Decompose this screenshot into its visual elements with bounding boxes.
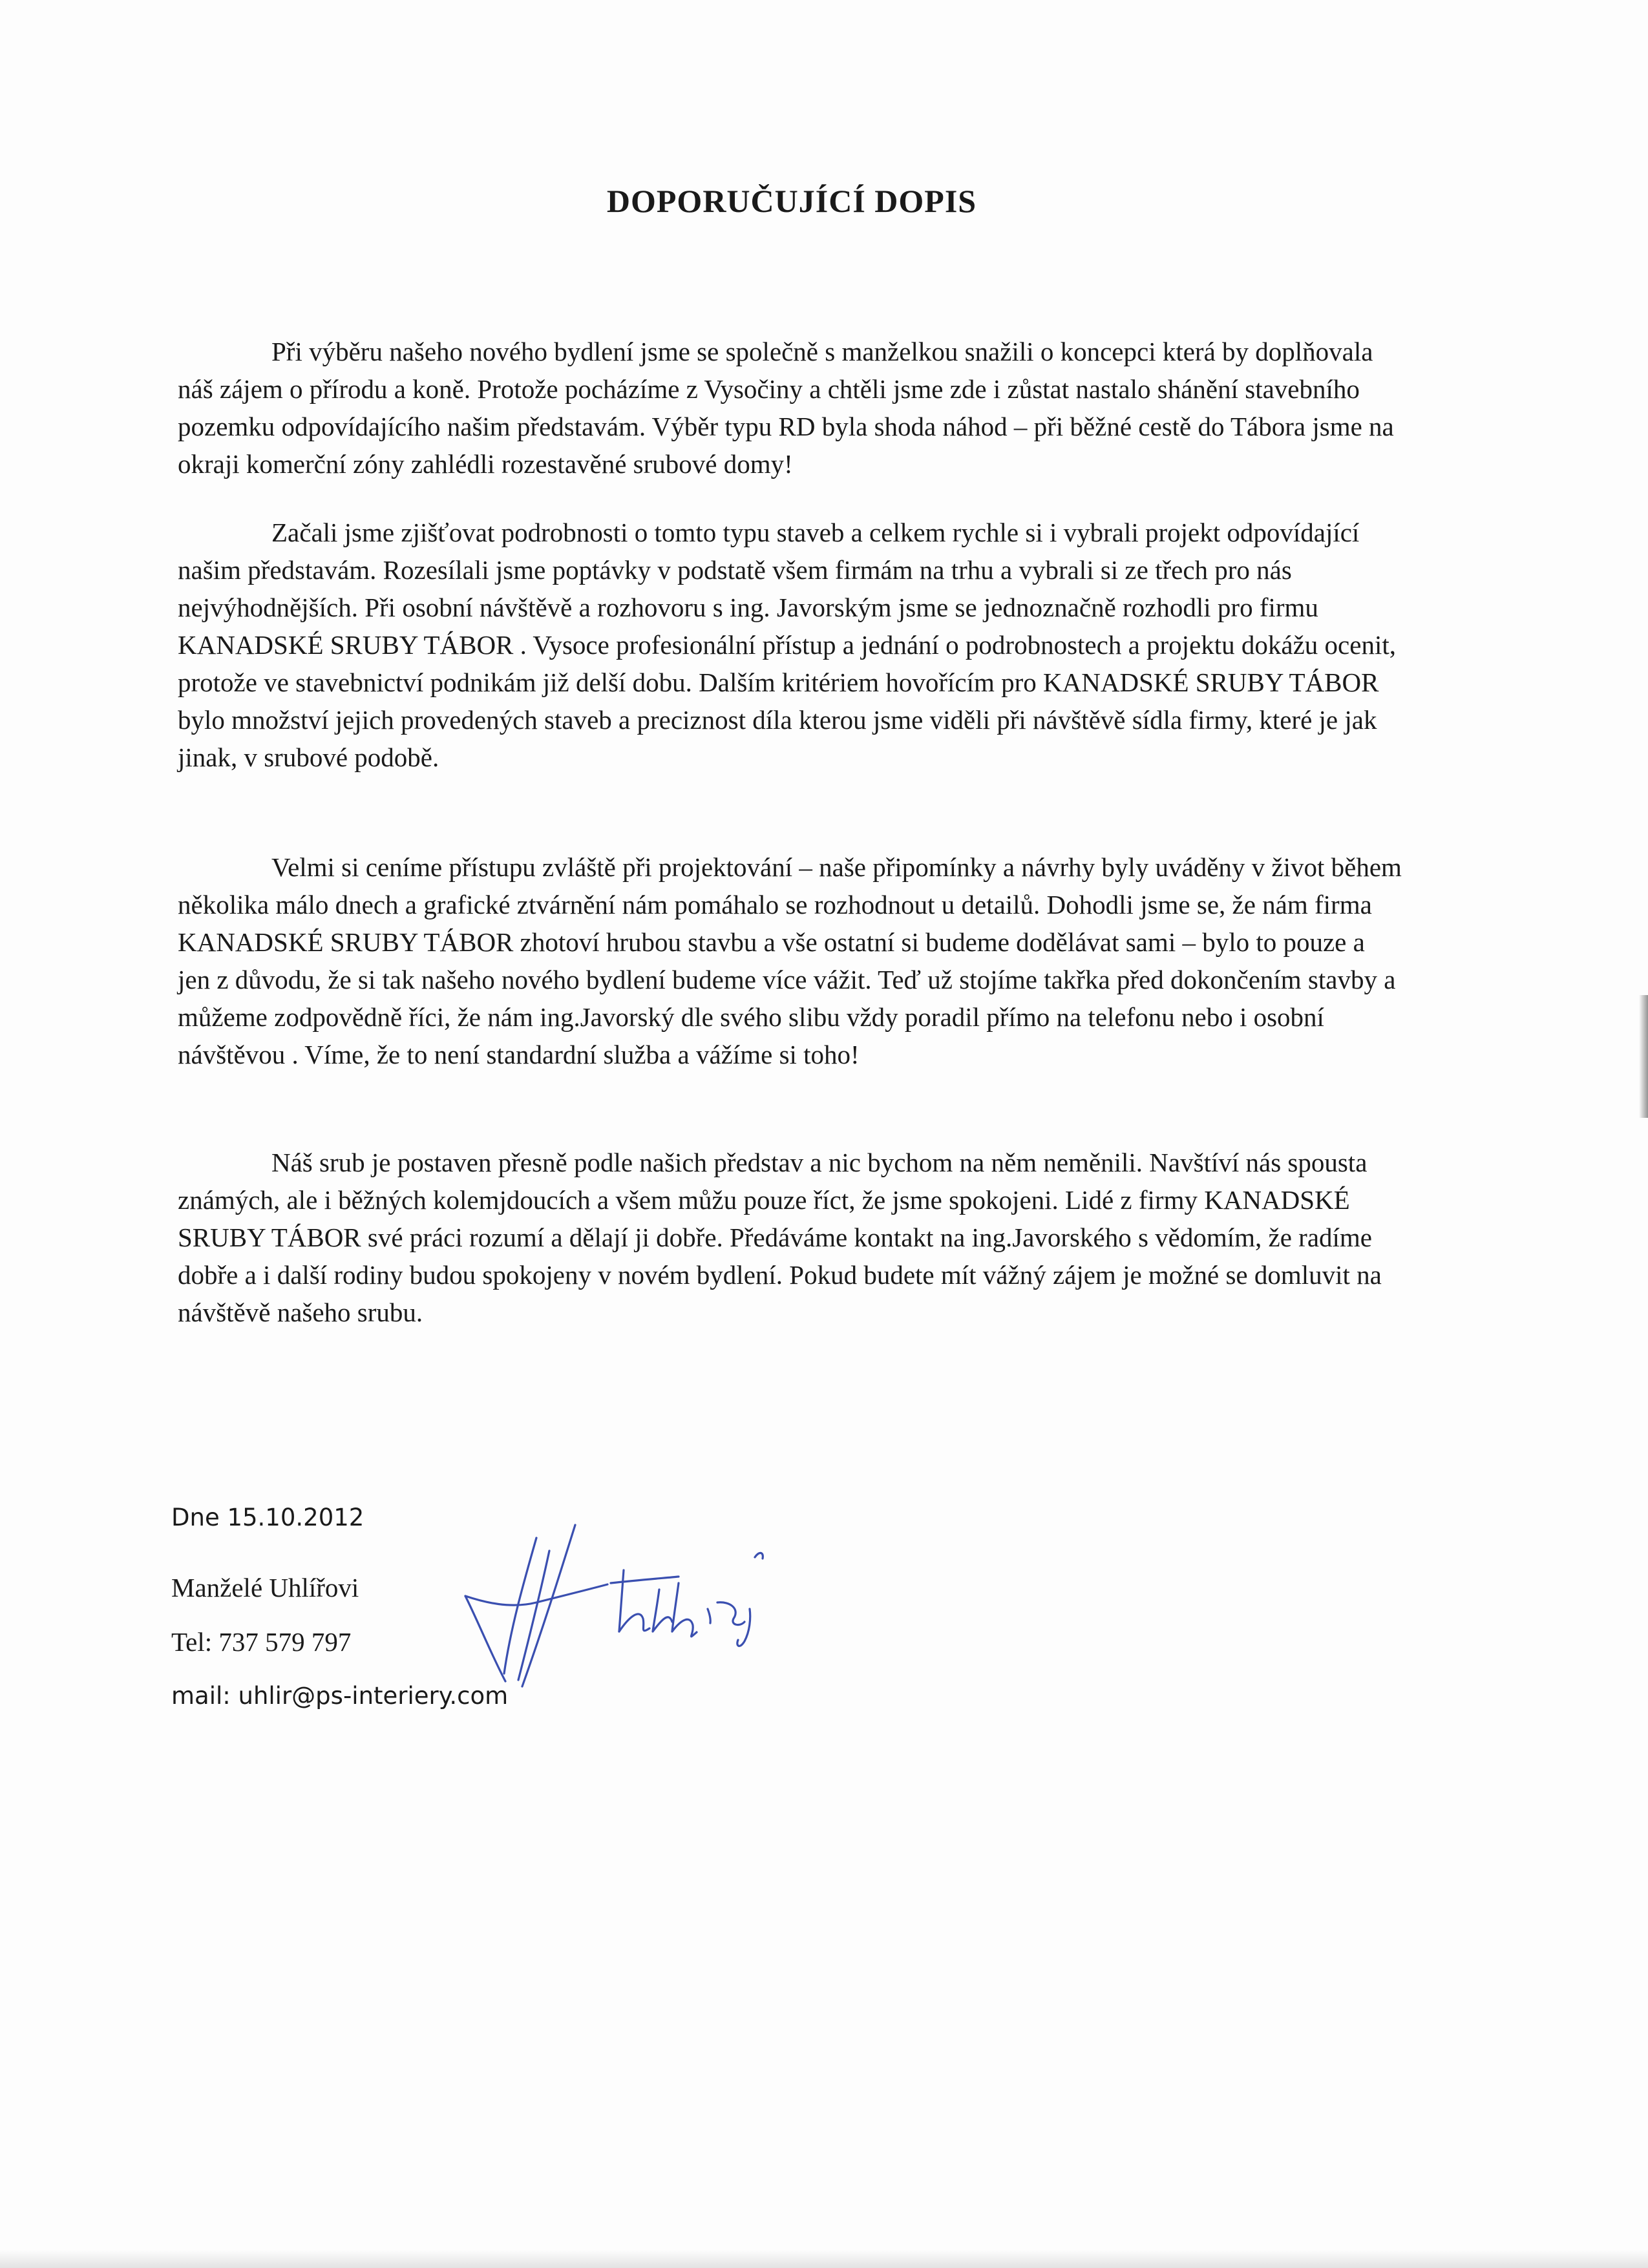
letter-paragraph-2 (178, 514, 1402, 776)
paragraph-text: Při výběru našeho nového bydlení jsme se společně s manželkou snažili o koncepci která by doplňovala náš zájem o přírodu a koně. Protože pocházíme z Vysočiny a chtěli jsme zde i zůstat nastalo shánění stavebního pozemku odpovídajícího našim představám. Výběr typu RD byla shoda náhod – při běžné cestě do Tábora jsme na okraji komerční zóny zahlédli rozestavěné srubové domy! (178, 337, 1394, 479)
scan-bottom-edge (0, 2250, 1648, 2268)
scan-edge-shadow (1639, 995, 1648, 1118)
letter-title: DOPORUČUJÍCÍ DOPIS (606, 183, 977, 219)
signoff-date: Dne 15.10.2012 (171, 1504, 364, 1531)
letter-paragraph-3 (178, 848, 1402, 1073)
signoff-phone: Tel: 737 579 797 (171, 1627, 352, 1657)
letter-paragraph-4 (178, 1144, 1402, 1331)
paragraph-text: Velmi si ceníme přístupu zvláště při projektování – naše připomínky a návrhy byly uváděny v život během několika málo dnech a grafické ztvárnění nám pomáhalo se rozhodnout u detailů. Dohodli jsme se, že nám firma KANADSKÉ SRUBY TÁBOR zhotoví hrubou stavbu a vše ostatní si budeme dodělávat sami – bylo to pouze a jen z důvodu, že si tak našeho nového bydlení budeme více vážit. Teď už stojíme takřka před dokončením stavby a můžeme zodpovědně říci, že nám ing.Javorský dle svého slibu vždy poradil přímo na telefonu nebo i osobní návštěvou . Víme, že to není standardní služba a vážíme si toho! (178, 852, 1402, 1069)
paragraph-text: Náš srub je postaven přesně podle našich představ a nic bychom na něm neměnili. Navštíví nás spousta známých, ale i běžných kolemjdoucích a všem můžu pouze říct, že jsme spokojeni. Lidé z firmy KANADSKÉ SRUBY TÁBOR své práci rozumí a dělají ji dobře. Předáváme kontakt na ing.Javorského s vědomím, že radíme dobře a i další rodiny budou spokojeny v novém bydlení. Pokud budete mít vážný zájem je možné se domluvit na návštěvě našeho srubu. (178, 1148, 1382, 1327)
signoff-email: mail: uhlir@ps-interiery.com (171, 1682, 509, 1710)
handwritten-signature (446, 1512, 808, 1699)
paragraph-text: Začali jsme zjišťovat podrobnosti o tomto typu staveb a celkem rychle si i vybrali projekt odpovídající našim představám. Rozesílali jsme poptávky v podstatě všem firmám na trhu a vybrali si ze třech pro nás nejvýhodnějších. Při osobní návštěvě a rozhovoru s ing. Javorským jsme se jednoznačně rozhodli pro firmu KANADSKÉ SRUBY TÁBOR . Vysoce profesionální přístup a jednání o podrobnostech a projektu dokážu ocenit, protože ve stavebnictví podnikám již delší dobu. Dalším kritériem hovořícím pro KANADSKÉ SRUBY TÁBOR bylo množství jejich provedených staveb a preciznost díla kterou jsme viděli při návštěvě sídla firmy, které je jak jinak, v srubové podobě. (178, 518, 1396, 772)
signoff-names: Manželé Uhlířovi (171, 1573, 359, 1602)
letter-paragraph-1 (178, 333, 1402, 483)
